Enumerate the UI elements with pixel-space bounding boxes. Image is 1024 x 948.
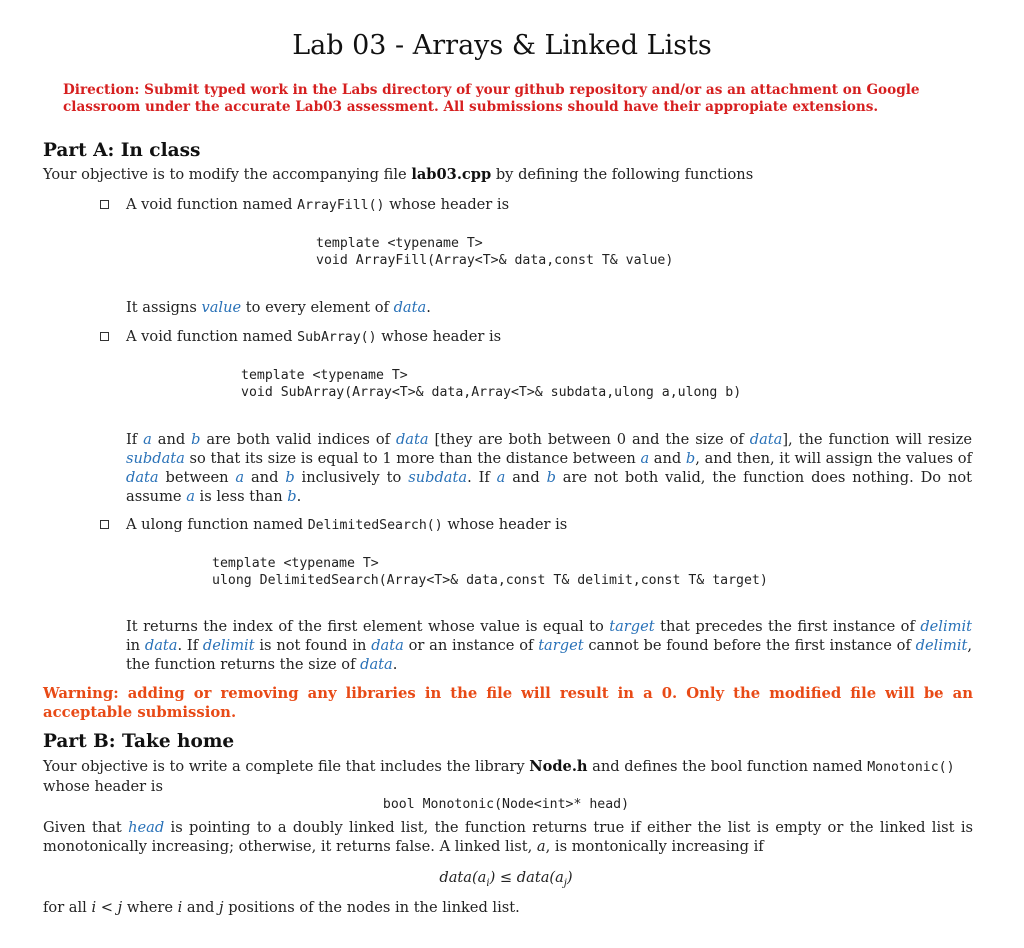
variable-data: data (144, 637, 178, 654)
variable-delimit: delimit (920, 618, 973, 635)
desc-text: and (151, 431, 192, 448)
variable-data: data (360, 656, 393, 673)
formula-part: ) ≤ data(a (489, 869, 564, 886)
desc-text: that precedes the first instance of (654, 618, 921, 635)
part-b-description (43, 818, 973, 856)
function-name: SubArray() (297, 330, 377, 345)
desc-text: . If (177, 637, 203, 654)
page-title: Lab 03 - Arrays & Linked Lists (292, 30, 712, 61)
part-b-intro (43, 757, 973, 796)
item-label-text: A void function named (126, 196, 298, 213)
function-name: DelimitedSearch() (307, 518, 443, 533)
variable-j: j (117, 899, 123, 916)
variable-a: a (235, 469, 245, 486)
item-subarray-description (126, 430, 972, 506)
variable-b: b (287, 488, 297, 505)
desc-text: It assigns (126, 299, 202, 316)
variable-b: b (191, 431, 201, 448)
item-label-text: A void function named (126, 328, 298, 345)
desc-text: so that its size is equal to 1 more than the distance between (184, 450, 641, 467)
desc-text: are both valid indices of (200, 431, 396, 448)
variable-data: data (393, 299, 427, 316)
formula-subscript: i (486, 877, 490, 889)
variable-subdata: subdata (408, 469, 468, 486)
item-delimitedsearch-description (126, 617, 972, 674)
variable-subdata: subdata (126, 450, 185, 467)
closing-text: for all (43, 899, 92, 916)
code-block-monotonic: bool Monotonic(Node<int>* head) (382, 797, 630, 812)
checkbox-item-arrayfill[interactable] (100, 200, 109, 209)
variable-b: b (546, 469, 556, 486)
part-a-intro-text: Your objective is to modify the accompanying file (43, 166, 412, 183)
code-block-arrayfill (316, 235, 673, 269)
formula-part: data(a (439, 869, 487, 886)
item-delimitedsearch-label (126, 515, 976, 535)
library-name: Node.h (529, 758, 588, 775)
item-arrayfill-label (126, 195, 976, 215)
desc-text: in (126, 637, 145, 654)
desc-text: , and then, it will assign the values of (695, 450, 972, 467)
desc-text: . If (467, 469, 497, 486)
warning-notice: Warning: adding or removing any libraries in the file will result in a 0. Only the modified file will be an acceptable submission. (43, 685, 973, 721)
desc-text: and (649, 450, 686, 467)
desc-text: or an instance of (403, 637, 539, 654)
desc-text: cannot be found before the first instance of (583, 637, 916, 654)
closing-line (43, 898, 973, 917)
direction-notice: Direction: Submit typed work in the Labs directory of your github repository and/or as an attachment on Google classroom under the accurate Lab03 assessment. All submissions should have their appropiate extensions. (63, 82, 920, 115)
item-label-text: A ulong function named (126, 516, 308, 533)
desc-text: between (158, 469, 236, 486)
code-line: void ArrayFill(Array<T>& data,const T& value) (316, 253, 674, 268)
variable-b: b (285, 469, 295, 486)
part-b-heading: Part B: Take home (43, 731, 235, 752)
desc-text: . (392, 656, 398, 673)
part-b-intro-text-end: whose header is (43, 778, 163, 795)
code-line: ulong DelimitedSearch(Array<T>& data,const T& delimit,const T& target) (212, 573, 768, 588)
variable-j: j (219, 899, 224, 916)
desc-text: [they are both between 0 and the size of (428, 431, 750, 448)
part-a-intro (43, 165, 983, 184)
part-b-intro-text-mid: and defines the bool function named (587, 758, 868, 775)
variable-target: target (538, 637, 584, 654)
desc-text: ], the function will resize (782, 431, 972, 448)
formula-subscript: j (563, 877, 567, 889)
function-name: Monotonic() (867, 760, 955, 775)
variable-data: data (126, 469, 159, 486)
desc-text: , the function returns the size of (126, 637, 972, 673)
desc-text: It returns the index of the first element whose value is equal to (126, 618, 610, 635)
variable-data: data (371, 637, 404, 654)
item-label-text-end: whose header is (376, 328, 502, 345)
item-arrayfill-description (126, 298, 976, 317)
desc-text: is pointing to a doubly linked list, the function returns true if either the list is empty or the linked list is monotonically increasing; otherwise, it returns false. A linked list, (43, 819, 973, 855)
desc-text: . (296, 488, 302, 505)
desc-text: , is montonically increasing if (545, 838, 764, 855)
checkbox-item-subarray[interactable] (100, 332, 109, 341)
item-label-text-end: whose header is (384, 196, 510, 213)
part-a-intro-text-end: by defining the following functions (491, 166, 754, 183)
variable-data: data (749, 431, 783, 448)
closing-text: where (122, 899, 178, 916)
code-block-delimitedsearch (212, 555, 768, 589)
code-line: template <typename T> (316, 236, 483, 251)
formula-part: ) (566, 869, 573, 886)
variable-value: value (201, 299, 242, 316)
part-b-intro-text: Your objective is to write a complete file that includes the library (43, 758, 530, 775)
function-name: ArrayFill() (297, 198, 385, 213)
variable-i: i (177, 899, 183, 916)
item-label-text-end: whose header is (442, 516, 568, 533)
code-line: template <typename T> (241, 368, 408, 383)
variable-a: a (143, 431, 152, 448)
variable-head: head (128, 819, 165, 836)
item-subarray-label (126, 327, 976, 347)
variable-a: a (536, 838, 546, 855)
code-line: template <typename T> (212, 556, 379, 571)
desc-text: and (505, 469, 547, 486)
desc-text: to every element of (241, 299, 394, 316)
desc-text: is not found in (254, 637, 372, 654)
part-a-heading: Part A: In class (43, 140, 201, 161)
variable-target: target (609, 618, 655, 635)
closing-text: < (96, 899, 118, 916)
variable-data: data (395, 431, 429, 448)
file-name: lab03.cpp (411, 166, 492, 183)
code-block-subarray (241, 367, 741, 401)
desc-text: Given that (43, 819, 129, 836)
variable-a: a (640, 450, 650, 467)
variable-delimit: delimit (202, 637, 255, 654)
desc-text: If (126, 431, 144, 448)
desc-text: inclusively to (294, 469, 409, 486)
desc-text: and (244, 469, 286, 486)
desc-text: is less than (194, 488, 288, 505)
variable-a: a (496, 469, 506, 486)
closing-text: and (182, 899, 220, 916)
closing-text: positions of the nodes in the linked list. (223, 899, 520, 916)
code-line: void SubArray(Array<T>& data,Array<T>& subdata,ulong a,ulong b) (241, 385, 742, 400)
variable-i: i (91, 899, 97, 916)
variable-a: a (186, 488, 195, 505)
variable-b: b (685, 450, 696, 467)
desc-text: . (426, 299, 431, 316)
checkbox-item-delimitedsearch[interactable] (100, 520, 109, 529)
monotonic-formula (0, 868, 1012, 893)
desc-text: are not both valid, the function does nothing. Do not assume (126, 469, 973, 505)
variable-delimit: delimit (915, 637, 968, 654)
